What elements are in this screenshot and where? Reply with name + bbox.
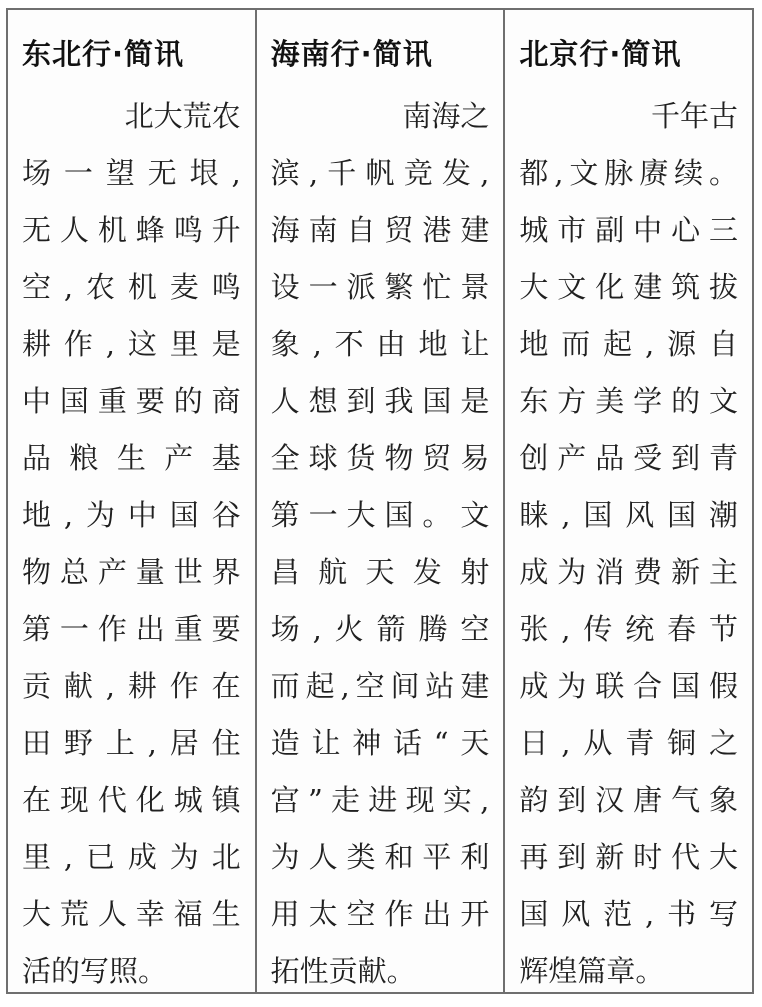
column-body-northeast — [22, 88, 241, 992]
text-line: 耕作,这里是 — [22, 327, 241, 361]
column-beijing — [505, 10, 752, 992]
text-line: 用太空作出开 — [270, 897, 490, 931]
text-line: 北大荒农 — [95, 99, 241, 133]
text-line: 成为消费新主 — [519, 555, 739, 589]
text-line: 为人类和平利 — [270, 840, 490, 874]
text-line: 南海之 — [373, 99, 490, 133]
text-line: 千年古 — [622, 99, 739, 133]
text-line: 地,为中国谷 — [22, 498, 241, 532]
text-line: 活的写照。 — [22, 954, 168, 988]
text-line: 第一大国。文 — [270, 498, 490, 532]
text-line: 在现代化城镇 — [22, 783, 241, 817]
text-line: 城市副中心三 — [519, 213, 739, 247]
text-line: 场,火箭腾空 — [270, 612, 490, 646]
column-title-beijing: 北京行·简讯 — [519, 37, 682, 71]
text-line: 第一作出重要 — [22, 612, 241, 646]
column-body-hainan — [271, 88, 490, 992]
text-line: 造让神话“天 — [270, 726, 490, 760]
text-line: 国风范,书写 — [519, 897, 739, 931]
column-hainan — [257, 10, 506, 992]
text-line: 而起,空间站建 — [270, 669, 490, 703]
column-northeast — [8, 10, 257, 992]
text-line: 拓性贡献。 — [270, 954, 416, 988]
text-line: 滨,千帆竞发, — [270, 156, 490, 190]
text-line: 地而起,源自 — [519, 327, 739, 361]
text-line: 韵到汉唐气象 — [519, 783, 739, 817]
text-line: 全球货物贸易 — [270, 441, 490, 475]
text-line: 中国重要的商 — [22, 384, 241, 418]
news-brief-table — [6, 8, 754, 994]
text-line: 贡献,耕作在 — [22, 669, 241, 703]
text-line: 里,已成为北 — [22, 840, 241, 874]
text-line: 东方美学的文 — [519, 384, 739, 418]
text-line: 辉煌篇章。 — [519, 954, 665, 988]
text-line: 场一望无垠, — [22, 156, 241, 190]
text-line: 都,文脉赓续。 — [519, 156, 739, 190]
text-line: 宫”走进现实, — [270, 783, 490, 817]
text-line: 物总产量世界 — [22, 555, 241, 589]
text-line: 成为联合国假 — [519, 669, 739, 703]
text-line: 创产品受到青 — [519, 441, 739, 475]
text-line: 空,农机麦鸣 — [22, 270, 241, 304]
text-line: 睐,国风国潮 — [519, 498, 739, 532]
text-line: 大荒人幸福生 — [22, 897, 241, 931]
text-line: 再到新时代大 — [519, 840, 739, 874]
column-body-beijing — [519, 88, 738, 992]
text-line: 象,不由地让 — [270, 327, 490, 361]
text-line: 昌航天发射 — [270, 555, 490, 589]
column-title-northeast: 东北行·简讯 — [22, 37, 185, 71]
text-line: 人想到我国是 — [270, 384, 490, 418]
text-line: 大文化建筑拔 — [519, 270, 739, 304]
text-line: 无人机蜂鸣升 — [22, 213, 241, 247]
text-line: 田野上,居住 — [22, 726, 241, 760]
text-line: 海南自贸港建 — [270, 213, 490, 247]
column-title-hainan: 海南行·简讯 — [270, 37, 433, 71]
text-line: 张,传统春节 — [519, 612, 739, 646]
text-line: 设一派繁忙景 — [270, 270, 490, 304]
text-line: 品粮生产基 — [22, 441, 241, 475]
text-line: 日,从青铜之 — [519, 726, 739, 760]
